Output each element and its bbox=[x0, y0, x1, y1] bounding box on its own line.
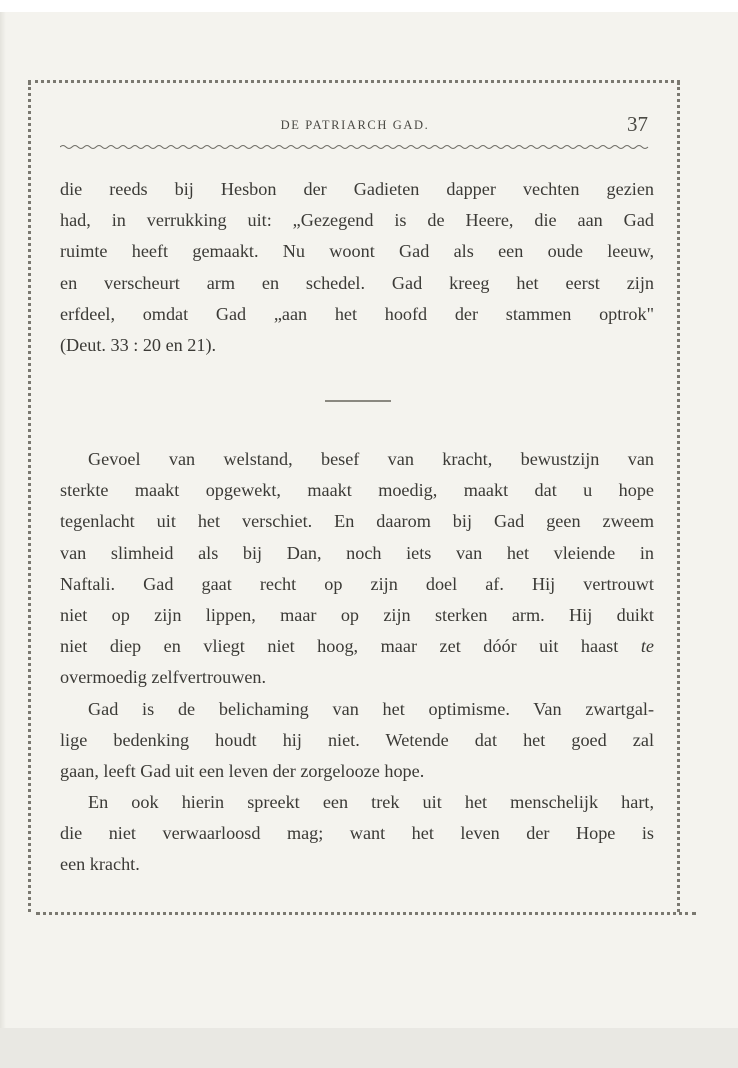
dotted-frame-bottom bbox=[36, 912, 696, 915]
text-line: lige bedenking houdt hij niet. Wetende dat het goed zal bbox=[60, 729, 654, 750]
text-line: Gad is de belichaming van het optimisme. Van zwartgal- bbox=[88, 698, 654, 719]
page-edge-shadow bbox=[0, 12, 6, 1028]
header-wavy-rule bbox=[60, 144, 650, 150]
text-line: erfdeel, omdat Gad „aan het hoofd der stammen optrok" bbox=[60, 303, 654, 324]
body-text bbox=[60, 444, 654, 881]
text-line: tegenlacht uit het verschiet. En daarom bij Gad geen zweem bbox=[60, 511, 654, 532]
text-line: een kracht. bbox=[60, 854, 140, 875]
paragraph-continued bbox=[60, 174, 654, 361]
paragraph bbox=[60, 444, 654, 694]
text-line: gaan, leeft Gad uit een leven der zorgelooze hope. bbox=[60, 760, 425, 781]
text-line: van slimheid als bij Dan, noch iets van het vleiende in bbox=[60, 542, 654, 563]
text-line bbox=[60, 631, 654, 662]
text-line: (Deut. 33 : 20 en 21). bbox=[60, 334, 217, 355]
text-line: ruimte heeft gemaakt. Nu woont Gad als een oude leeuw, bbox=[60, 241, 654, 262]
text-line: sterkte maakt opgewekt, maakt moedig, maakt dat u hope bbox=[60, 480, 654, 501]
italic-word: te bbox=[640, 636, 655, 657]
text-line: en verscheurt arm en schedel. Gad kreeg het eerst zijn bbox=[60, 272, 654, 293]
line-text: niet diep en vliegt niet hoog, maar zet dóór uit haast bbox=[60, 636, 619, 657]
text-line: Gevoel van welstand, besef van kracht, bewustzijn van bbox=[88, 449, 654, 469]
section-separator bbox=[325, 400, 391, 402]
text-line: Naftali. Gad gaat recht op zijn doel af. Hij vertrouwt bbox=[60, 573, 654, 594]
text-line: die niet verwaarloosd mag; want het leven der Hope is bbox=[60, 823, 654, 844]
text-line: niet op zijn lippen, maar op zijn sterken arm. Hij duikt bbox=[60, 604, 654, 625]
running-title: DE PATRIARCH GAD. bbox=[280, 118, 430, 132]
running-head bbox=[60, 112, 650, 138]
top-margin bbox=[0, 0, 738, 12]
bottom-margin bbox=[0, 1028, 738, 1068]
text-line: had, in verrukking uit: „Gezegend is de Heere, die aan Gad bbox=[60, 210, 654, 231]
dotted-frame-right bbox=[677, 82, 680, 912]
dotted-frame-top bbox=[28, 80, 680, 83]
dotted-frame-left bbox=[28, 82, 31, 912]
paragraph bbox=[60, 694, 654, 788]
text-line: En ook hierin spreekt een trek uit het menschelijk hart, bbox=[88, 792, 654, 813]
text-line: die reeds bij Hesbon der Gadieten dapper vechten gezien bbox=[60, 179, 654, 199]
paragraph bbox=[60, 787, 654, 881]
text-line: overmoedig zelfvertrouwen. bbox=[60, 667, 267, 688]
page-number: 37 bbox=[627, 112, 648, 136]
